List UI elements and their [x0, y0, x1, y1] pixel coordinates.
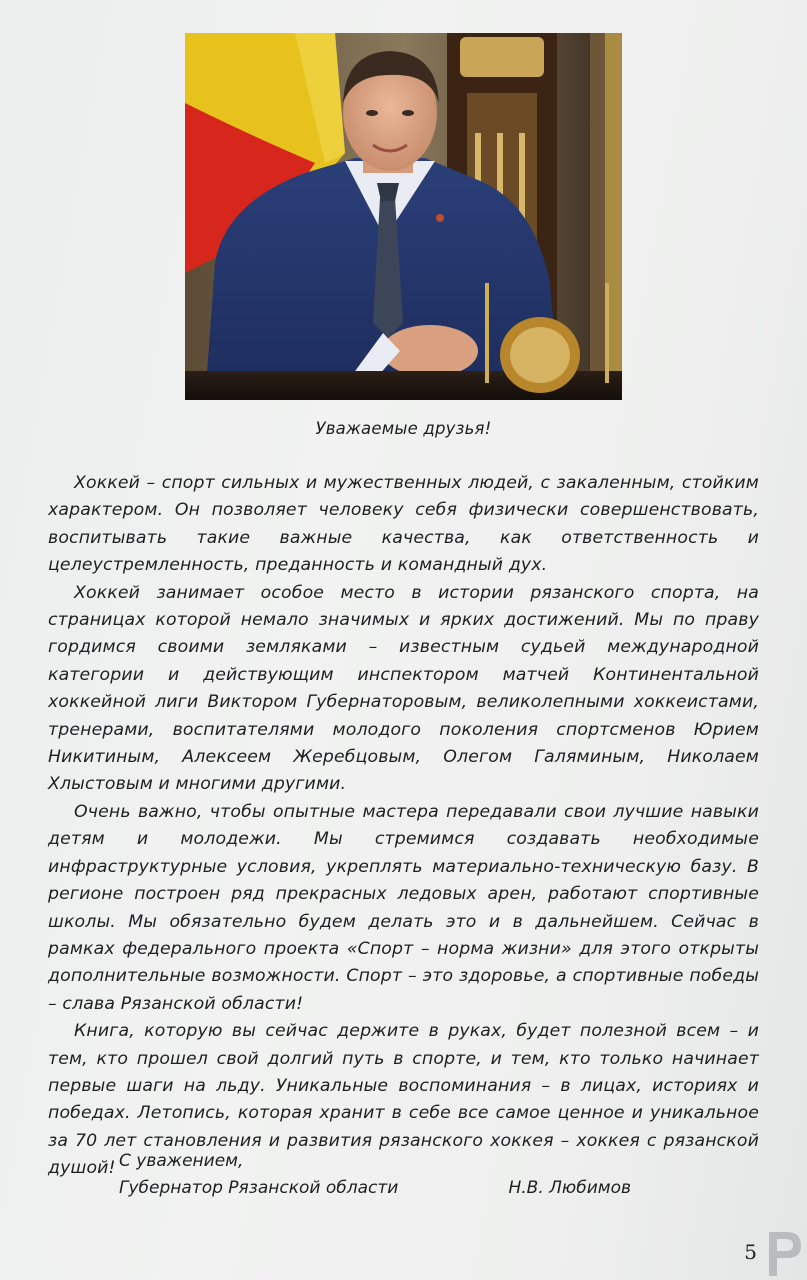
- publisher-logo-icon: [761, 1226, 805, 1280]
- salutation: Уважаемые друзья!: [315, 419, 492, 438]
- letter-body: [48, 470, 759, 1183]
- closing-line: С уважением,: [119, 1151, 244, 1171]
- signer-position: Губернатор Рязанской области: [119, 1178, 399, 1198]
- paragraph: Хоккей – спорт сильных и мужественных людей, с закаленным, стойким характером. Он позволяет человеку себя физически совершенствовать, воспитывать такие важные качества, как ответственность и целеустремленность, преданность и командный дух.: [48, 473, 759, 576]
- paragraph: Очень важно, чтобы опытные мастера передавали свои лучшие навыки детям и молодежи. Мы стремимся создавать необходимые инфраструктурные условия, укреплять материально-техническую базу. В регионе построен ряд прекрасных ледовых арен, работают спортивные школы. Мы обязательно будем делать это и в дальнейшем. Сейчас в рамках федерального проекта «Спорт – норма жизни» для этого открыты дополнительные возможности. Спорт – это здоровье, а спортивные победы – слава Рязанской области!: [48, 801, 759, 1014]
- signature-block: [119, 1148, 679, 1202]
- signer-name: Н.В. Любимов: [508, 1178, 631, 1198]
- paragraph: Книга, которую вы сейчас держите в руках, будет полезной всем – и тем, кто прошел свой долгий путь в спорте, и тем, кто только начинает первые шаги на льду. Уникальные воспоминания – в лицах, историях и победах. Летопись, которая хранит в себе все самое ценное и уникальное за 70 лет становления и развития рязанского хоккея – хоккея с рязанской душой!: [48, 1021, 759, 1179]
- signature-row: [119, 1175, 631, 1202]
- paragraph: Хоккей занимает особое место в истории рязанского спорта, на страницах которой немало значимых и ярких достижений. Мы по праву гордимся своими земляками – известным судьей международной категории и действующим инспектором матчей Континентальной хоккейной лиги Виктором Губернаторовым, великолепными хоккеистами, тренерами, воспитателями молодого поколения спортсменов Юрием Никитиным, Алексеем Жеребцовым, Олегом Галяминым, Николаем Хлыстовым и многими другими.: [48, 582, 759, 795]
- governor-portrait: [185, 33, 622, 400]
- page-number: 5: [744, 1240, 757, 1264]
